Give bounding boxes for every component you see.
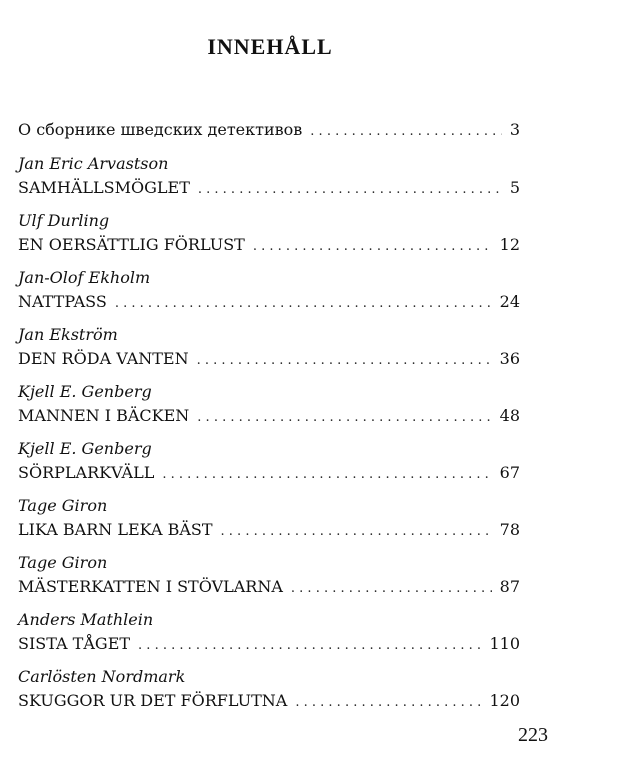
toc-line xyxy=(18,575,520,599)
toc-entry xyxy=(18,209,520,257)
dot-leader xyxy=(197,406,491,430)
toc-title: О сборнике шведских детективов xyxy=(18,120,303,139)
dot-leader xyxy=(198,178,502,202)
toc-title: SISTA TÅGET xyxy=(18,634,131,653)
toc-author: Kjell E. Genberg xyxy=(18,382,152,401)
toc-entry xyxy=(18,152,520,200)
toc-title: SÖRPLARKVÄLL xyxy=(18,463,155,482)
toc-author: Carlösten Nordmark xyxy=(18,667,186,686)
toc-line xyxy=(18,632,520,656)
toc-page: 110 xyxy=(489,634,520,653)
toc-title: SKUGGOR UR DET FÖRFLUTNA xyxy=(18,691,288,710)
toc-title: DEN RÖDA VANTEN xyxy=(18,349,189,368)
toc-author: Jan Ekström xyxy=(18,325,118,344)
dot-leader xyxy=(162,463,491,487)
dot-leader xyxy=(138,634,481,658)
toc-title: EN OERSÄTTLIG FÖRLUST xyxy=(18,235,245,254)
toc-entry xyxy=(18,380,520,428)
toc-entry xyxy=(18,437,520,485)
toc-page: 120 xyxy=(489,691,520,710)
toc-author: Jan-Olof Ekholm xyxy=(18,268,151,287)
toc-line xyxy=(18,404,520,428)
toc-author: Kjell E. Genberg xyxy=(18,439,152,458)
toc-title: LIKA BARN LEKA BÄST xyxy=(18,520,213,539)
dot-leader xyxy=(115,292,492,316)
toc-line xyxy=(18,461,520,485)
toc-line xyxy=(18,176,520,200)
toc-line xyxy=(18,689,520,713)
toc-entry-intro xyxy=(18,118,520,142)
table-of-contents xyxy=(18,118,520,722)
dot-leader xyxy=(253,235,492,259)
toc-entry xyxy=(18,665,520,713)
toc-page: 24 xyxy=(499,292,520,311)
dot-leader xyxy=(310,120,502,144)
toc-page: 78 xyxy=(499,520,520,539)
toc-page: 5 xyxy=(509,178,520,197)
toc-author: Tage Giron xyxy=(18,553,108,572)
dot-leader xyxy=(295,691,481,715)
toc-author: Ulf Durling xyxy=(18,211,110,230)
toc-entry xyxy=(18,266,520,314)
toc-entry xyxy=(18,494,520,542)
toc-entry xyxy=(18,323,520,371)
dot-leader xyxy=(291,577,492,601)
toc-page: 12 xyxy=(499,235,520,254)
toc-author: Jan Eric Arvastson xyxy=(18,154,169,173)
toc-page: 67 xyxy=(499,463,520,482)
toc-line xyxy=(18,233,520,257)
toc-author: Anders Mathlein xyxy=(18,610,154,629)
toc-line xyxy=(18,290,520,314)
toc-line xyxy=(18,118,520,142)
toc-author: Tage Giron xyxy=(18,496,108,515)
toc-title: SAMHÄLLSMÖGLET xyxy=(18,178,190,197)
toc-title: NATTPASS xyxy=(18,292,107,311)
toc-title: MANNEN I BÄCKEN xyxy=(18,406,190,425)
toc-line xyxy=(18,518,520,542)
page-title: INNEHÅLL xyxy=(207,34,333,59)
toc-entry xyxy=(18,608,520,656)
toc-page: 3 xyxy=(509,120,520,139)
dot-leader xyxy=(221,520,492,544)
toc-page: 87 xyxy=(499,577,520,596)
dot-leader xyxy=(197,349,492,373)
toc-line xyxy=(18,347,520,371)
toc-title: MÄSTERKATTEN I STÖVLARNA xyxy=(18,577,283,596)
toc-entry xyxy=(18,551,520,599)
toc-page: 36 xyxy=(499,349,520,368)
page-number: 223 xyxy=(518,724,548,746)
toc-page: 48 xyxy=(499,406,520,425)
